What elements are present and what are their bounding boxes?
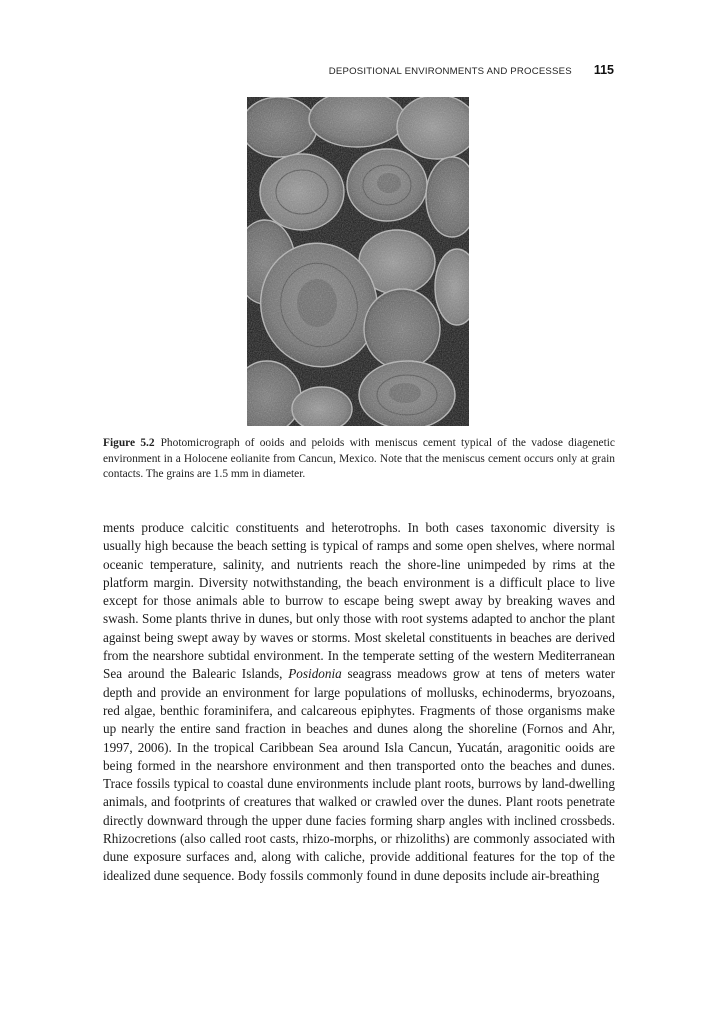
running-title: DEPOSITIONAL ENVIRONMENTS AND PROCESSES <box>328 66 572 77</box>
figure-label: Figure 5.2 <box>103 437 155 449</box>
body-text-part1: ments produce calcitic constituents and heterotrophs. In both cases taxonomic diversity is usually high because the beach setting is typical of ramps and some open shelves, where normal oceanic temperature, salinity, and nutrients reach the shore-line unimpeded by rims at the platform margin. Diversity notwithstanding, the beach environment is a difficult place to live except for those animals able to burrow to escape being swept away by breaking waves and swash. Some plants thrive in dunes, but only those with root systems adapted to anchor the plant against being swept away by waves or storms. Most skeletal constituents in beaches are derived from the nearshore subtidal environment. In the temperate setting of the western Mediterranean Sea around the Balearic Islands, <box>103 520 615 682</box>
body-text-part2: seagrass meadows grow at tens of meters water depth and provide an environment for large populations of mollusks, echinoderms, bryozoans, red algae, benthic foraminifera, and calcareous epiphytes. Fragments of those organisms make up nearly the entire sand fraction in beaches and dunes along the shoreline (Fornos and Ahr, 1997, 2006). In the tropical Caribbean Sea around Isla Cancun, Yucatán, aragonitic ooids are being formed in the nearshore environment and then transported onto the beaches and dunes. Trace fossils typical to coastal dune environments include plant roots, burrows by land-dwelling animals, and footprints of creatures that walked or crawled over the dunes. Plant roots penetrate directly downward through the upper dune facies forming sharp angles with inclined crossbeds. Rhizocretions (also called root casts, rhizo-morphs, or rhizoliths) are commonly associated with dune exposure surfaces and, along with caliche, provide additional features for the top of the idealized dune sequence. Body fossils commonly found in dune deposits include air-breathing <box>103 666 615 883</box>
ooid-photomicrograph-image <box>247 97 469 426</box>
running-head <box>329 63 614 77</box>
figure-photomicrograph <box>247 97 469 426</box>
figure-caption <box>103 436 615 483</box>
caption-text: Photomicrograph of ooids and peloids with meniscus cement typical of the vadose diagenetic environment in a Holocene eolianite from Cancun, Mexico. Note that the meniscus cement occurs only at grain contacts. The grains are 1.5 mm in diameter. <box>103 437 615 481</box>
italic-species-name: Posidonia <box>288 666 342 682</box>
page-number: 115 <box>593 63 614 77</box>
body-paragraph <box>103 519 615 885</box>
